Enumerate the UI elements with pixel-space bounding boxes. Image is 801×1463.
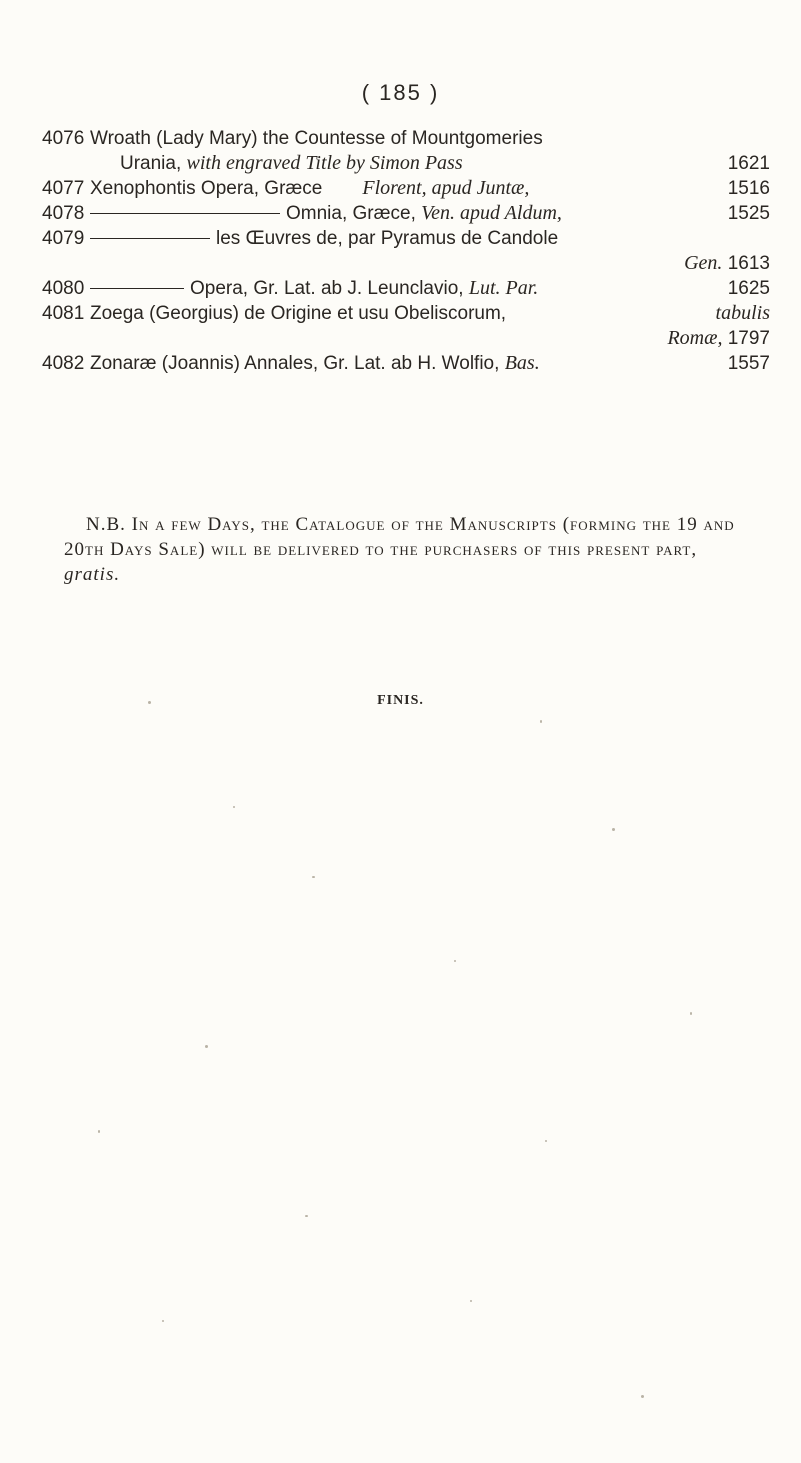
catalogue-entry-4079 <box>42 226 770 276</box>
ditto-dash <box>90 238 210 239</box>
entry-description: Zonaræ (Joannis) Annales, Gr. Lat. ab H. Wolfio, <box>90 353 500 374</box>
lot-number: 4079 <box>42 228 85 249</box>
entry-imprint: Florent, apud Juntæ, <box>362 177 530 199</box>
lot-number: 4080 <box>42 278 85 299</box>
lot-number: 4081 <box>42 303 85 324</box>
entry-description: Omnia, Græce, <box>286 203 416 224</box>
catalogue-entry-4078 <box>42 201 770 226</box>
entry-note: tabulis <box>715 302 770 324</box>
entry-year: 1797 <box>727 328 770 349</box>
catalogue-entry-4080 <box>42 276 770 301</box>
entry-imprint: Gen. <box>684 252 723 274</box>
entry-year: 1621 <box>727 153 770 174</box>
catalogue-entry-4077 <box>42 176 770 201</box>
lot-number: 4078 <box>42 203 85 224</box>
entry-description-cont: Urania, <box>120 153 182 174</box>
entry-description: Zoega (Georgius) de Origine et usu Obeliscorum, <box>90 303 507 324</box>
catalogue-entry-4082 <box>42 351 770 376</box>
entry-year: 1625 <box>727 278 770 299</box>
ditto-dash <box>90 288 184 289</box>
lot-number: 4082 <box>42 353 85 374</box>
entry-description: Xenophontis Opera, Græce <box>90 178 323 199</box>
nota-bene <box>64 512 754 587</box>
lot-number: 4077 <box>42 178 85 199</box>
entry-imprint: Romæ, <box>667 327 723 349</box>
entry-year: 1516 <box>727 178 770 199</box>
entry-description: les Œuvres de, par Pyramus de Candole <box>216 228 559 249</box>
lot-number: 4076 <box>42 128 85 149</box>
catalogue-entry-4081 <box>42 301 770 351</box>
note-gratis: gratis. <box>64 564 121 585</box>
entry-imprint: Bas. <box>504 352 540 374</box>
entry-year: 1557 <box>727 353 770 374</box>
entry-year: 1613 <box>727 253 770 274</box>
page-number: ( 185 ) <box>361 80 440 105</box>
entry-note: with engraved Title by Simon Pass <box>186 152 463 174</box>
entry-imprint: Lut. Par. <box>468 277 539 299</box>
entry-imprint: Ven. apud Aldum, <box>421 202 562 224</box>
catalogue-entry-4076 <box>42 126 770 176</box>
note-text: N.B. In a few Days, the Catalogue of the Manuscripts (forming the 19 and 20th Days Sale) will be delivered to the purchasers of this present part, <box>64 514 735 560</box>
entry-year: 1525 <box>727 203 770 224</box>
entry-description: Wroath (Lady Mary) the Countesse of Mountgomeries <box>90 128 543 149</box>
entry-description: Opera, Gr. Lat. ab J. Leunclavio, <box>190 278 464 299</box>
finis-mark: FINIS. <box>377 693 424 708</box>
ditto-dash <box>90 213 280 214</box>
